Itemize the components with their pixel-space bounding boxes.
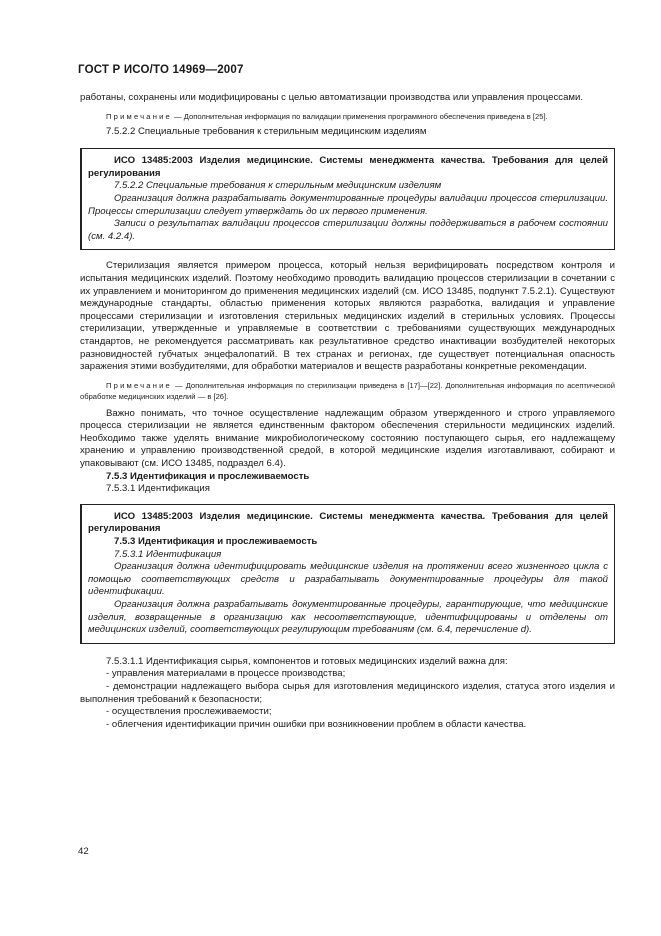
box-paragraph: Организация должна идентифицировать медицинские изделия на протяжении всего жизненного цикла с помощью соответствующих средств и разрабатывать документированные процедуры для такой идентификации. bbox=[88, 561, 608, 598]
list-item: - управления материалами в процессе производства; bbox=[106, 668, 346, 680]
box-subheading-italic: 7.5.3.1 Идентификация bbox=[114, 548, 222, 560]
iso-quote-box-sterile bbox=[80, 148, 615, 250]
list-item: - демонстрации надлежащего выбора сырья для изготовления медицинского изделия, статуса этого изделия и выполнения требований к безопасности; bbox=[80, 680, 615, 705]
note-label: Примечание bbox=[106, 380, 172, 390]
sterilization-paragraph: Стерилизация является примером процесса, который нельзя верифицировать посредством контроля и испытания медицинских изделий. Поэтому необходимо проводить валидацию процессов стерилизации в сочетании с их управлением и мониторингом до применения медицинских изделий (см. ИСО 13485, подпункт 7.5.2.1). Существуют международные стандарты, областью применения которых являются разработка, валидация и управление процессами стерилизации и изготовления стерильных медицинских изделий в стерильных условиях. Процессы стерилизации, утвержденные и управляемые в соответствии с требованиями существующих международных стандартов, не рекомендуется рассматривать как результативное средство инактивации возбудителей некоторых разновидностей губчатых энцефалопатий. В тех странах и регионах, где существует потенциальная опасность заражения этими возбудителями, для обработки материалов и веществ разработаны конкретные рекомендации. bbox=[80, 260, 615, 373]
standard-header: ГОСТ Р ИСО/ТО 14969—2007 bbox=[78, 64, 244, 76]
section-heading-753: 7.5.3 Идентификация и прослеживаемость bbox=[106, 470, 310, 482]
intro-paragraph: работаны, сохранены или модифицированы с целью автоматизации производства или управления процессами. bbox=[80, 92, 584, 103]
list-item: - облегчения идентификации причин ошибки при возникновении проблем в области качества. bbox=[106, 718, 527, 730]
list-item: - осуществления прослеживаемости; bbox=[106, 706, 272, 718]
box-subheading: 7.5.2.2 Специальные требования к стерильным медицинским изделиям bbox=[114, 180, 442, 192]
page-number: 42 bbox=[78, 846, 89, 857]
note-label: Примечание bbox=[106, 111, 172, 121]
box-paragraph: Организация должна разрабатывать документированные процедуры валидации процессов стерилизации. Процессы стерилизации следует утверждать до их первого применения. bbox=[88, 192, 608, 217]
box-subheading-bold: 7.5.3 Идентификация и прослеживаемость bbox=[114, 536, 318, 548]
note-software-validation bbox=[80, 111, 615, 122]
iso-quote-box-identification bbox=[80, 504, 615, 644]
important-paragraph: Важно понимать, что точное осуществление надлежащим образом утвержденного и строго управляемого процесса стерилизации не является единственным фактором обеспечения стерильности медицинских изделий. Необходимо также уделять внимание микробиологическому состоянию поступающего сырья, его надлежащему хранению и управлению производственной средой, в которой медицинские изделия изготавливают, собирают и упаковывают (см. ИСО 13485, подраздел 6.4). bbox=[80, 407, 615, 470]
box-paragraph: Записи о результатах валидации процессов стерилизации должны поддерживаться в рабочем состоянии (см. 4.2.4). bbox=[88, 218, 608, 242]
note-text: — Дополнительная информация по валидации применения программного обеспечения приведена в [25]. bbox=[171, 111, 548, 121]
note-text: — Дополнительная информация по стерилизации приведена в [17]—[22]. Дополнительная информация по асептической обработке медицинских изделий — в [26]. bbox=[80, 380, 615, 401]
box-title: ИСО 13485:2003 Изделия медицинские. Системы менеджмента качества. Требования для целей регулирования bbox=[88, 510, 608, 535]
section-heading-7531: 7.5.3.1 Идентификация bbox=[106, 483, 210, 495]
section-heading-7522: 7.5.2.2 Специальные требования к стерильным медицинским изделиям bbox=[106, 125, 427, 137]
paragraph-75311: 7.5.3.1.1 Идентификация сырья, компонентов и готовых медицинских изделий важна для: bbox=[106, 655, 508, 667]
box-paragraph: Организация должна разрабатывать документированные процедуры, гарантирующие, что медицинские изделия, возвращенные в организацию как несоответствующие, идентифицированы и отделены от медицинских изделий, соответствующих регулирующим требованиям (см. 6.4, перечисление d). bbox=[88, 599, 608, 636]
page-content bbox=[80, 92, 615, 731]
box-title: ИСО 13485:2003 Изделия медицинские. Системы менеджмента качества. Требования для целей регулирования bbox=[88, 155, 608, 179]
note-sterilization-info bbox=[80, 380, 615, 402]
